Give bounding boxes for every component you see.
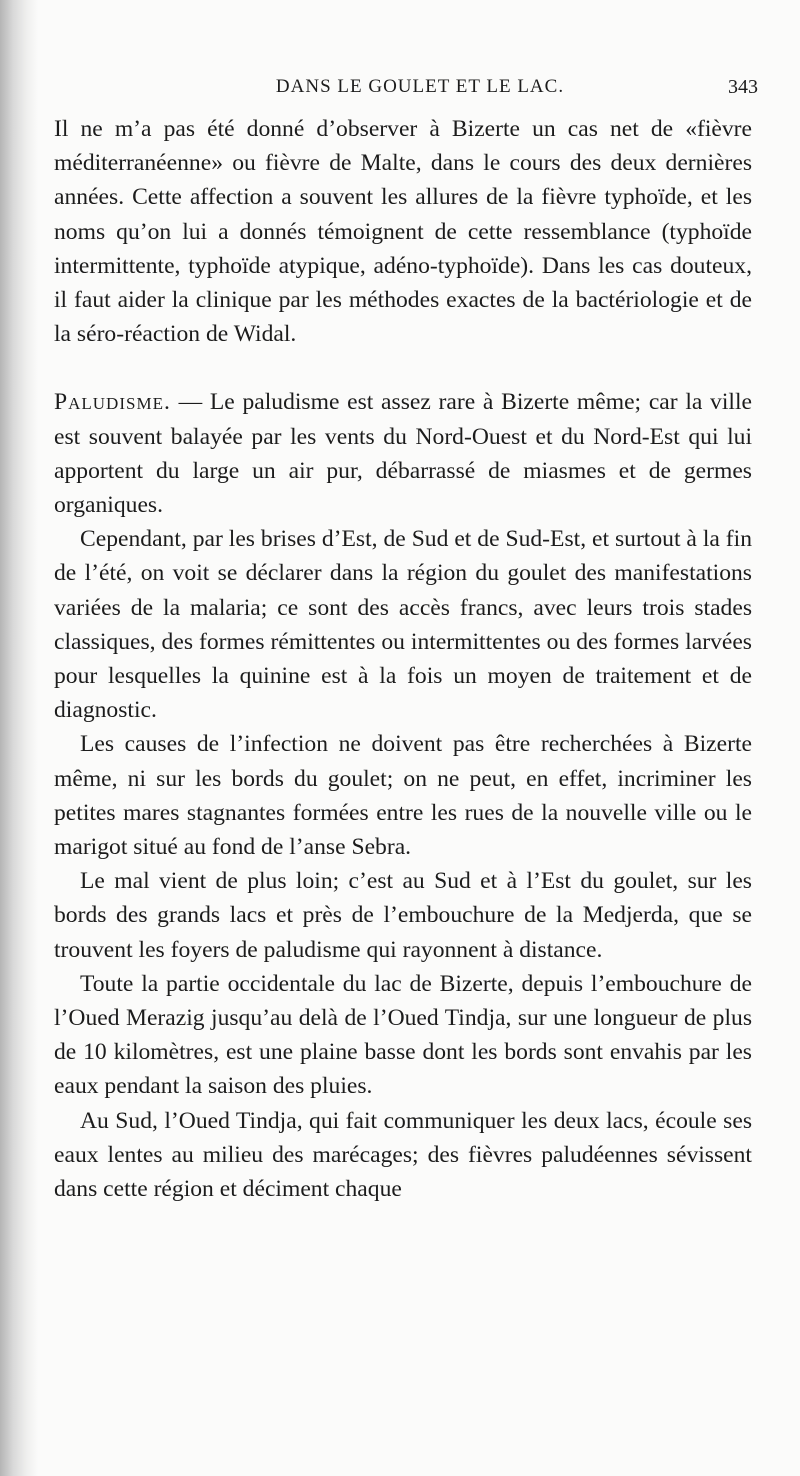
paragraph-western-lake: Toute la partie occidentale du lac de Bizerte, depuis l’embouchure de l’Oued Merazig jusqu’au delà de l’Oued Tindja, sur une longueur de plus de 10 kilomètres, est une plaine basse dont les bords sont envahis par les eaux pendant la saison des pluies. — [54, 970, 752, 1100]
section-lead-paludisme: Paludisme. — [54, 389, 171, 416]
paragraph-origin: Le mal vient de plus loin; c’est au Sud et à l’Est du goulet, sur les bords des grands lacs et près de l’embouchure de la Medjerda, que se trouvent les foyers de paludisme qui rayonnent à distance. — [54, 868, 752, 963]
paragraph-paludisme-text: — Le paludisme est assez rare à Bizerte même; car la ville est souvent balayée par les vents du Nord-Ouest et du Nord-Est qui lui apportent du large un air pur, débarrassé de miasmes et de germes organiques. — [54, 389, 752, 519]
running-title: DANS LE GOULET ET LE LAC. — [275, 76, 565, 97]
page-header — [60, 70, 760, 106]
paragraph-paludisme — [54, 385, 752, 522]
paragraph-causes: Les causes de l’infection ne doivent pas être recherchées à Bizerte même, ni sur les bords du goulet; on ne peut, en effet, incriminer les petites mares stagnantes formées entre les rues de la nouvelle ville ou le marigot situé au fond de l’anse Sebra. — [54, 731, 752, 861]
page-number: 343 — [728, 76, 758, 98]
paragraph-oued-tindja: Au Sud, l’Oued Tindja, qui fait communiquer les deux lacs, écoule ses eaux lentes au milieu des marécages; des fièvres paludéennes sévissent dans cette région et déciment chaque — [54, 1107, 752, 1203]
paragraph-breezes: Cependant, par les brises d’Est, de Sud et de Sud-Est, et surtout à la fin de l’été, on voit se déclarer dans la région du goulet des manifestations variées de la malaria; ce sont des accès francs, avec leurs trois stades classiques, des formes rémittentes ou intermittentes ou des formes larvées pour lesquelles la quinine est à la fois un moyen de traitement et de diagnostic. — [54, 526, 752, 724]
paragraph-malta-fever: Il ne m’a pas été donné d’observer à Bizerte un cas net de «fièvre méditerranéenne» ou fièvre de Malte, dans le cours des deux dernières années. Cette affection a souvent les allures de la fièvre typhoïde, et les noms qu’on lui a donnés témoignent de cette ressemblance (typhoïde intermittente, typhoïde atypique, adéno-typhoïde). Dans les cas douteux, il faut aider la clinique par les méthodes exactes de la bactériologie et de la séro-réaction de Widal. — [54, 116, 752, 348]
body-text — [54, 112, 752, 1206]
page-gutter-shadow — [0, 0, 38, 1476]
